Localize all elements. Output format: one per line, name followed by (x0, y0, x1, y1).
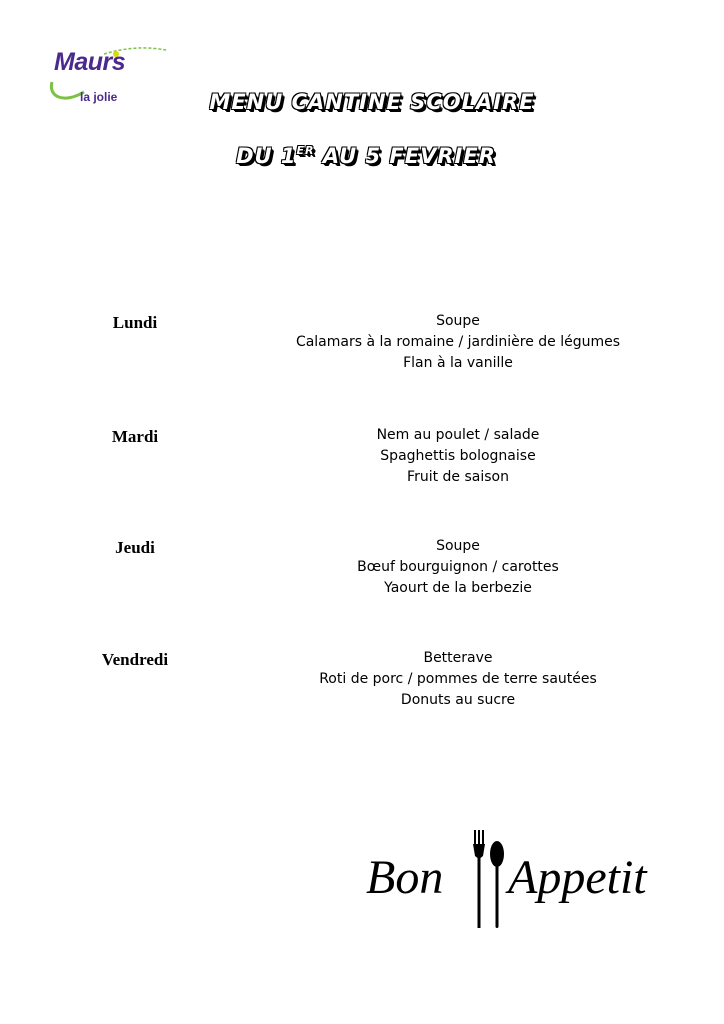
dishes-vendredi (258, 648, 658, 711)
date-superscript: ER (296, 144, 315, 157)
page-title: MENU CANTINE SCOLAIRE (209, 90, 535, 114)
dish: Donuts au sucre (400, 692, 516, 708)
dish: Betterave (423, 650, 493, 666)
dish: Bœuf bourguignon / carottes (357, 559, 559, 575)
dish: Fruit de saison (407, 469, 509, 485)
day-label-lundi: Lundi (112, 313, 158, 332)
date-suffix: AU 5 FEVRIER (314, 144, 496, 168)
dish: Flan à la vanille (403, 355, 513, 371)
dish: Nem au poulet / salade (376, 427, 540, 443)
logo-subtitle: la jolie (80, 90, 118, 104)
day-label-vendredi: Vendredi (101, 650, 169, 669)
bon-appetit-graphic (360, 828, 680, 938)
dish: Soupe (436, 538, 480, 554)
dish: Calamars à la romaine / jardinière de légumes (295, 334, 621, 350)
dish: Yaourt de la berbezie (384, 580, 532, 596)
bon-word: Bon (366, 851, 444, 904)
dishes-jeudi (258, 536, 658, 599)
logo-name: Maurs (54, 48, 126, 76)
date-range (4, 144, 724, 168)
fork-spoon-icon (468, 828, 508, 933)
dishes-lundi (258, 311, 658, 374)
day-label-jeudi: Jeudi (115, 538, 155, 557)
appetit-word: Appetit (508, 851, 647, 904)
dish: Soupe (436, 313, 480, 329)
dish: Spaghettis bolognaise (380, 448, 536, 464)
day-label-mardi: Mardi (111, 427, 159, 446)
date-prefix: DU 1 (236, 144, 297, 168)
dishes-mardi (258, 425, 658, 488)
dish: Roti de porc / pommes de terre sautées (319, 671, 597, 687)
